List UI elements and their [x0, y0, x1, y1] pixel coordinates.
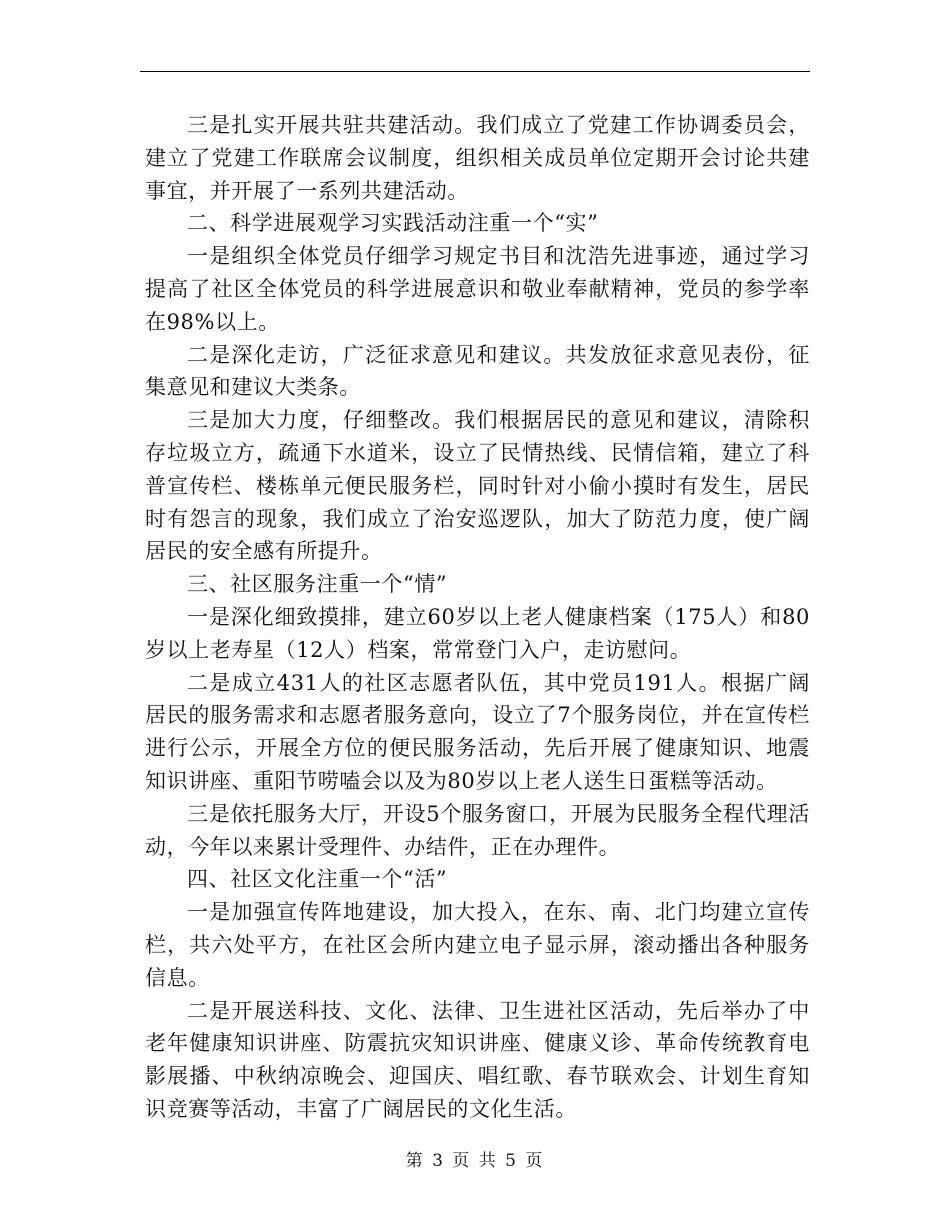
page-number-footer: 第 3 页 共 5 页 — [405, 1151, 545, 1171]
paragraph: 三是依托服务大厅，开设5个服务窗口，开展为民服务全程代理活动，今年以来累计受理件、办结件，正在办理件。 — [145, 801, 810, 859]
paragraph: 二是深化走访，广泛征求意见和建议。共发放征求意见表份，征集意见和建议大类条。 — [145, 342, 810, 400]
paragraph: 一是加强宣传阵地建设，加大投入，在东、南、北门均建立宣传栏，共六处平方，在社区会所内建立电子显示屏，滚动播出各种服务信息。 — [145, 900, 810, 990]
paragraph: 二是成立431人的社区志愿者队伍，其中党员191人。根据广阔居民的服务需求和志愿者服务意向，设立了7个服务岗位，并在宣传栏进行公示，开展全方位的便民服务活动，先后开展了健康知识、地震知识讲座、重阳节唠嗑会以及为80岁以上老人送生日蛋糕等活动。 — [145, 670, 810, 793]
section-heading: 四、社区文化注重一个“活” — [187, 867, 448, 892]
paragraph: 一是深化细致摸排，建立60岁以上老人健康档案（175人）和80岁以上老寿星（12人）档案，常常登门入户，走访慰问。 — [145, 604, 810, 662]
body-text — [145, 109, 810, 1126]
header-rule — [140, 71, 810, 72]
paragraph: 三是扎实开展共驻共建活动。我们成立了党建工作协调委员会，建立了党建工作联席会议制度，组织相关成员单位定期开会讨论共建事宜，并开展了一系列共建活动。 — [145, 113, 810, 203]
section-heading: 三、社区服务注重一个“情” — [187, 572, 448, 597]
paragraph: 一是组织全体党员仔细学习规定书目和沈浩先进事迹，通过学习提高了社区全体党员的科学进展意识和敬业奉献精神，党员的参学率在98%以上。 — [145, 244, 810, 334]
paragraph: 二是开展送科技、文化、法律、卫生进社区活动，先后举办了中老年健康知识讲座、防震抗灾知识讲座、健康义诊、革命传统教育电影展播、中秋纳凉晚会、迎国庆、唱红歌、春节联欢会、计划生育知识竞赛等活动，丰富了广阔居民的文化生活。 — [145, 998, 810, 1121]
paragraph: 三是加大力度，仔细整改。我们根据居民的意见和建议，清除积存垃圾立方，疏通下水道米，设立了民情热线、民情信箱，建立了科普宣传栏、楼栋单元便民服务栏，同时针对小偷小摸时有发生，居民时有怨言的现象，我们成立了治安巡逻队，加大了防范力度，使广阔居民的安全感有所提升。 — [145, 408, 810, 564]
section-heading: 二、科学进展观学习实践活动注重一个“实” — [187, 211, 599, 236]
